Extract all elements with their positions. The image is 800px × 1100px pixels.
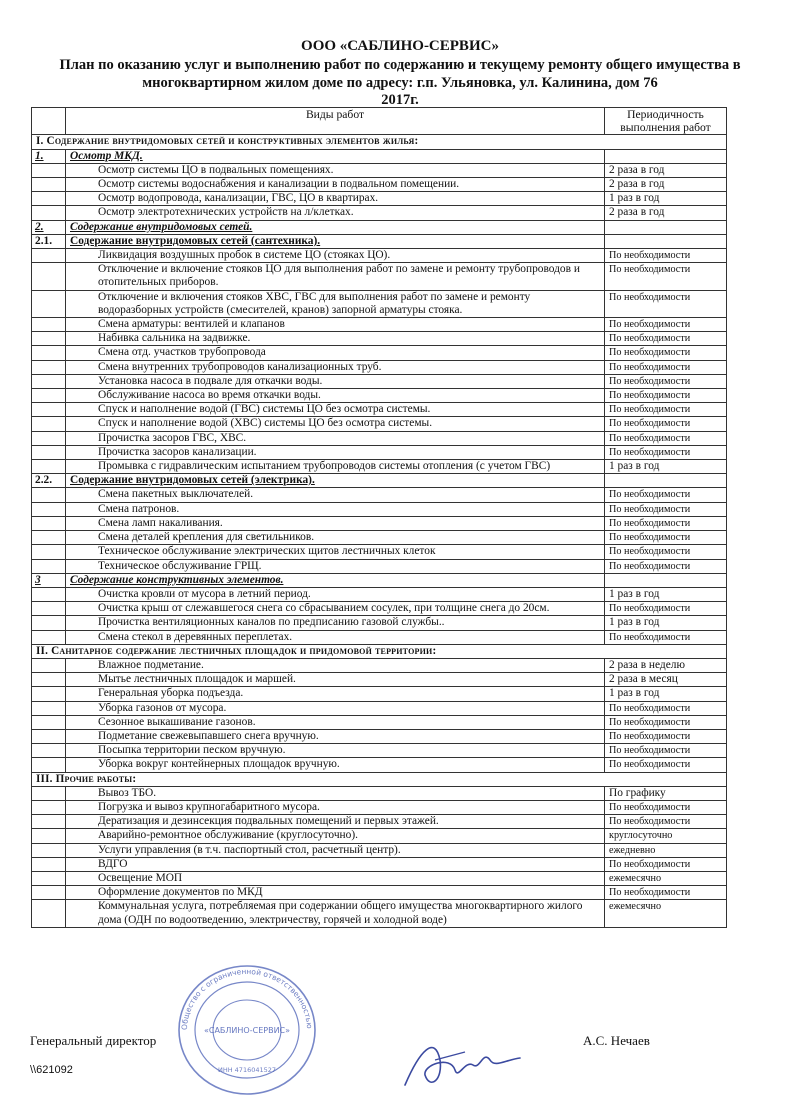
work-row xyxy=(32,829,727,843)
header-period-cell: Периодичность выполнения работ xyxy=(605,108,727,135)
work-description: Смена ламп накаливания. xyxy=(66,516,605,530)
row-number xyxy=(32,417,66,431)
document-number: \\621092 xyxy=(30,1064,73,1076)
work-row xyxy=(32,857,727,871)
group-row xyxy=(32,220,727,234)
row-number xyxy=(32,587,66,601)
work-row xyxy=(32,360,727,374)
work-row xyxy=(32,206,727,220)
work-row xyxy=(32,886,727,900)
work-period: По необходимости xyxy=(605,729,727,743)
row-number xyxy=(32,843,66,857)
group-title: Содержание внутридомовых сетей. xyxy=(70,220,253,233)
work-description: Спуск и наполнение водой (ХВС) системы ЦО без осмотра системы. xyxy=(66,417,605,431)
group-title: Осмотр МКД. xyxy=(70,149,143,162)
work-period xyxy=(605,234,727,248)
row-number: 2.2. xyxy=(32,474,66,488)
work-row xyxy=(32,559,727,573)
work-row xyxy=(32,163,727,177)
row-number xyxy=(32,403,66,417)
group-title-cell xyxy=(66,573,605,587)
work-description: Смена пакетных выключателей. xyxy=(66,488,605,502)
work-period: 1 раз в год xyxy=(605,616,727,630)
work-period: 2 раза в месяц xyxy=(605,673,727,687)
work-description: Влажное подметание. xyxy=(66,658,605,672)
row-number xyxy=(32,559,66,573)
work-period: По необходимости xyxy=(605,815,727,829)
work-row xyxy=(32,403,727,417)
work-description: Осмотр системы ЦО в подвальных помещениях. xyxy=(66,163,605,177)
work-period: По необходимости xyxy=(605,630,727,644)
work-description: Обслуживание насоса во время откачки воды. xyxy=(66,389,605,403)
row-number xyxy=(32,290,66,317)
row-number xyxy=(32,630,66,644)
section-row xyxy=(32,135,727,149)
row-number xyxy=(32,857,66,871)
work-period: По необходимости xyxy=(605,744,727,758)
director-name: А.С. Нечаев xyxy=(583,1033,650,1048)
work-period: 1 раз в год xyxy=(605,460,727,474)
row-number: 1. xyxy=(32,149,66,163)
work-row xyxy=(32,715,727,729)
work-row xyxy=(32,460,727,474)
stamp-inn-text: ИНН 4716041527 xyxy=(217,1066,277,1074)
work-period: 2 раза в год xyxy=(605,178,727,192)
work-row xyxy=(32,786,727,800)
work-period: По необходимости xyxy=(605,417,727,431)
section-title: I. Содержание внутридомовых сетей и конструктивных элементов жилья: xyxy=(32,135,727,149)
row-number xyxy=(32,445,66,459)
work-row xyxy=(32,502,727,516)
work-description: Техническое обслуживание электрических щитов лестничных клеток xyxy=(66,545,605,559)
work-description: ВДГО xyxy=(66,857,605,871)
work-row xyxy=(32,744,727,758)
row-number xyxy=(32,502,66,516)
row-number xyxy=(32,786,66,800)
work-period: 2 раза в неделю xyxy=(605,658,727,672)
row-number xyxy=(32,800,66,814)
work-description: Прочистка засоров канализации. xyxy=(66,445,605,459)
work-description: Набивка сальника на задвижке. xyxy=(66,332,605,346)
work-description: Спуск и наполнение водой (ГВС) системы ЦО без осмотра системы. xyxy=(66,403,605,417)
work-period: По необходимости xyxy=(605,715,727,729)
row-number xyxy=(32,531,66,545)
work-period: 1 раз в год xyxy=(605,587,727,601)
work-period: По необходимости xyxy=(605,263,727,290)
work-description: Смена деталей крепления для светильников. xyxy=(66,531,605,545)
svg-text:Общество с ограниченной ответс xyxy=(180,967,314,1030)
row-number xyxy=(32,346,66,360)
work-period: По необходимости xyxy=(605,346,727,360)
row-number xyxy=(32,900,66,927)
work-description: Прочистка вентиляционных каналов по предписанию газовой службы.. xyxy=(66,616,605,630)
section-title: III. Прочие работы: xyxy=(32,772,727,786)
work-period: По необходимости xyxy=(605,488,727,502)
work-row xyxy=(32,871,727,885)
row-number xyxy=(32,658,66,672)
work-row xyxy=(32,374,727,388)
work-description: Погрузка и вывоз крупногабаритного мусора. xyxy=(66,800,605,814)
document-title: План по оказанию услуг и выполнению работ по содержанию и текущему ремонту общего имущества в многоквартирном жилом доме по адресу: г.п. Ульяновка, ул. Калинина, дом 76 xyxy=(59,57,741,91)
work-row xyxy=(32,346,727,360)
work-row xyxy=(32,687,727,701)
work-row xyxy=(32,758,727,772)
work-row xyxy=(32,545,727,559)
work-period: 1 раз в год xyxy=(605,687,727,701)
work-row xyxy=(32,431,727,445)
work-period: По необходимости xyxy=(605,445,727,459)
work-description: Смена внутренних трубопроводов канализационных труб. xyxy=(66,360,605,374)
work-period: По необходимости xyxy=(605,602,727,616)
work-description: Отключение и включение стояков ЦО для выполнения работ по замене и ремонту трубопроводов и отопительных приборов. xyxy=(66,263,605,290)
section-row xyxy=(32,644,727,658)
work-description: Осмотр электротехнических устройств на л/клетках. xyxy=(66,206,605,220)
work-row xyxy=(32,815,727,829)
work-description: Отключение и включения стояков ХВС, ГВС для выполнения работ по замене и ремонту водоразборных устройств (смесителей, кранов) запорной арматуры стояка. xyxy=(66,290,605,317)
row-number xyxy=(32,460,66,474)
row-number xyxy=(32,886,66,900)
work-row xyxy=(32,417,727,431)
row-number xyxy=(32,871,66,885)
work-period: По необходимости xyxy=(605,857,727,871)
group-row xyxy=(32,573,727,587)
work-description: Очистка крыш от слежавшегося снега со сбрасыванием сосулек, при толщине снега до 20см. xyxy=(66,602,605,616)
work-period xyxy=(605,474,727,488)
work-period: По необходимости xyxy=(605,531,727,545)
header-works-cell: Виды работ xyxy=(66,108,605,135)
row-number xyxy=(32,715,66,729)
row-number xyxy=(32,249,66,263)
work-period: 2 раза в год xyxy=(605,206,727,220)
group-title-cell xyxy=(66,149,605,163)
work-description: Техническое обслуживание ГРЩ. xyxy=(66,559,605,573)
row-number xyxy=(32,729,66,743)
work-period xyxy=(605,149,727,163)
work-description: Услуги управления (в т.ч. паспортный стол, расчетный центр). xyxy=(66,843,605,857)
row-number xyxy=(32,318,66,332)
work-row xyxy=(32,488,727,502)
director-signature xyxy=(395,1030,525,1095)
row-number xyxy=(32,163,66,177)
work-row xyxy=(32,445,727,459)
work-description: Осмотр водопровода, канализации, ГВС, ЦО в квартирах. xyxy=(66,192,605,206)
work-description: Промывка с гидравлическим испытанием трубопроводов системы отопления (с учетом ГВС) xyxy=(66,460,605,474)
group-title: Содержание внутридомовых сетей (сантехника). xyxy=(70,234,321,247)
work-period: По необходимости xyxy=(605,559,727,573)
work-row xyxy=(32,630,727,644)
work-description: Вывоз ТБО. xyxy=(66,786,605,800)
work-row xyxy=(32,843,727,857)
work-period: По необходимости xyxy=(605,516,727,530)
work-period: круглосуточно xyxy=(605,829,727,843)
row-number xyxy=(32,673,66,687)
work-description: Прочистка засоров ГВС, ХВС. xyxy=(66,431,605,445)
group-title-cell xyxy=(66,220,605,234)
work-row xyxy=(32,263,727,290)
row-number xyxy=(32,701,66,715)
stamp-ring-text: Общество с ограниченной ответственностью xyxy=(179,966,315,1031)
section-title: II. Санитарное содержание лестничных площадок и придомовой территории: xyxy=(32,644,727,658)
work-description: Подметание свежевыпавшего снега вручную. xyxy=(66,729,605,743)
work-row xyxy=(32,729,727,743)
work-row xyxy=(32,701,727,715)
row-number xyxy=(32,389,66,403)
row-number: 3 xyxy=(32,573,66,587)
header-num-cell xyxy=(32,108,66,135)
work-period: По необходимости xyxy=(605,758,727,772)
work-period: 2 раза в год xyxy=(605,163,727,177)
row-number xyxy=(32,758,66,772)
work-period: ежемесячно xyxy=(605,871,727,885)
work-description: Посыпка территории песком вручную. xyxy=(66,744,605,758)
work-row xyxy=(32,673,727,687)
work-row xyxy=(32,900,727,927)
group-row xyxy=(32,149,727,163)
work-row xyxy=(32,516,727,530)
work-period: По необходимости xyxy=(605,800,727,814)
company-stamp xyxy=(172,960,322,1100)
row-number xyxy=(32,206,66,220)
group-row xyxy=(32,474,727,488)
work-description: Смена стекол в деревянных переплетах. xyxy=(66,630,605,644)
work-period: По необходимости xyxy=(605,431,727,445)
work-period: По необходимости xyxy=(605,374,727,388)
work-row xyxy=(32,332,727,346)
work-period: По графику xyxy=(605,786,727,800)
work-period: 1 раз в год xyxy=(605,192,727,206)
work-row xyxy=(32,192,727,206)
row-number xyxy=(32,516,66,530)
section-row xyxy=(32,772,727,786)
work-description: Осмотр системы водоснабжения и канализации в подвальном помещении. xyxy=(66,178,605,192)
director-title: Генеральный директор xyxy=(30,1033,157,1048)
work-description: Очистка кровли от мусора в летний период. xyxy=(66,587,605,601)
row-number xyxy=(32,488,66,502)
work-description: Смена арматуры: вентилей и клапанов xyxy=(66,318,605,332)
group-row xyxy=(32,234,727,248)
work-description: Генеральная уборка подъезда. xyxy=(66,687,605,701)
work-period: По необходимости xyxy=(605,360,727,374)
work-period xyxy=(605,220,727,234)
row-number xyxy=(32,332,66,346)
work-description: Ликвидация воздушных пробок в системе ЦО (стояках ЦО). xyxy=(66,249,605,263)
work-row xyxy=(32,587,727,601)
row-number xyxy=(32,360,66,374)
work-period: По необходимости xyxy=(605,389,727,403)
work-period: По необходимости xyxy=(605,318,727,332)
work-description: Дератизация и дезинсекция подвальных помещений и первых этажей. xyxy=(66,815,605,829)
work-row xyxy=(32,290,727,317)
table-header-row xyxy=(32,108,727,135)
row-number: 2. xyxy=(32,220,66,234)
work-description: Уборка вокруг контейнерных площадок вручную. xyxy=(66,758,605,772)
work-row xyxy=(32,531,727,545)
row-number: 2.1. xyxy=(32,234,66,248)
work-row xyxy=(32,658,727,672)
work-period: По необходимости xyxy=(605,701,727,715)
work-period: По необходимости xyxy=(605,332,727,346)
row-number xyxy=(32,829,66,843)
row-number xyxy=(32,263,66,290)
work-description: Оформление документов по МКД xyxy=(66,886,605,900)
stamp-inner-text: «САБЛИНО-СЕРВИС» xyxy=(203,1026,291,1035)
work-period: По необходимости xyxy=(605,290,727,317)
work-description: Установка насоса в подвале для откачки воды. xyxy=(66,374,605,388)
group-title-cell xyxy=(66,234,605,248)
company-name: ООО «САБЛИНО-СЕРВИС» xyxy=(301,38,499,54)
work-period xyxy=(605,573,727,587)
work-period: ежемесячно xyxy=(605,900,727,927)
work-row xyxy=(32,178,727,192)
work-period: По необходимости xyxy=(605,545,727,559)
work-row xyxy=(32,602,727,616)
work-period: По необходимости xyxy=(605,249,727,263)
work-row xyxy=(32,249,727,263)
row-number xyxy=(32,744,66,758)
work-description: Аварийно-ремонтное обслуживание (круглосуточно). xyxy=(66,829,605,843)
work-period: ежедневно xyxy=(605,843,727,857)
work-description: Мытье лестничных площадок и маршей. xyxy=(66,673,605,687)
row-number xyxy=(32,616,66,630)
group-title: Содержание конструктивных элементов. xyxy=(70,573,284,586)
work-description: Освещение МОП xyxy=(66,871,605,885)
row-number xyxy=(32,192,66,206)
work-description: Смена патронов. xyxy=(66,502,605,516)
row-number xyxy=(32,815,66,829)
work-description: Сезонное выкашивание газонов. xyxy=(66,715,605,729)
work-description: Уборка газонов от мусора. xyxy=(66,701,605,715)
document-year: 2017г. xyxy=(381,92,419,108)
work-period: По необходимости xyxy=(605,502,727,516)
work-period: По необходимости xyxy=(605,886,727,900)
work-row xyxy=(32,800,727,814)
works-table xyxy=(31,107,727,928)
work-row xyxy=(32,318,727,332)
row-number xyxy=(32,602,66,616)
work-description: Смена отд. участков трубопровода xyxy=(66,346,605,360)
row-number xyxy=(32,374,66,388)
row-number xyxy=(32,431,66,445)
row-number xyxy=(32,178,66,192)
row-number xyxy=(32,687,66,701)
work-row xyxy=(32,616,727,630)
group-title: Содержание внутридомовых сетей (электрика). xyxy=(70,474,315,487)
work-period: По необходимости xyxy=(605,403,727,417)
group-title-cell xyxy=(66,474,605,488)
work-row xyxy=(32,389,727,403)
work-description: Коммунальная услуга, потребляемая при содержании общего имущества многоквартирного жилого дома (ОДН по водоотведению, электричеству, горячей и холодной воде) xyxy=(66,900,605,927)
row-number xyxy=(32,545,66,559)
